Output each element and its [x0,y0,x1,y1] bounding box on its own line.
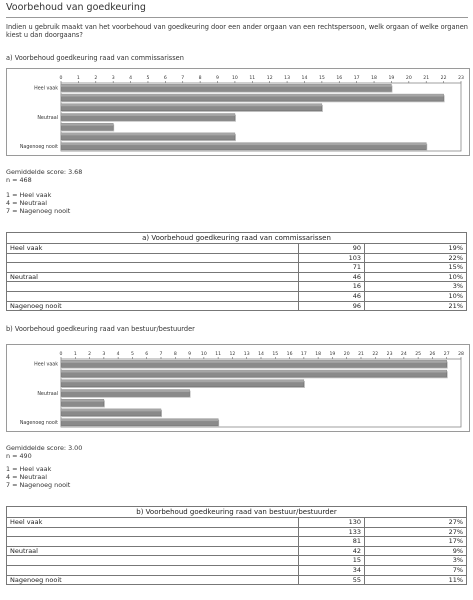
question-text: Indien u gebruik maakt van het voorbehoud van goedkeuring door een ander orgaan van een rechtspersoon, welk orgaan of welke organen kiest u dan doorgaans? [6,23,468,40]
x-tick-label: 28 [458,352,464,357]
title-divider [6,17,468,18]
bar-highlight [61,419,218,421]
bar-highlight [61,380,304,382]
x-tick-label: 0 [59,76,63,81]
bar-highlight [61,114,235,116]
table-row: Nagenoeg nooit 55 11% [7,575,467,585]
section-a-bar-chart [7,69,469,155]
table-row: Heel vaak 130 27% [7,518,467,528]
x-tick-label: 2 [88,352,92,357]
x-tick-label: 1 [73,352,77,357]
x-tick-label: 8 [198,76,202,81]
x-tick-label: 12 [266,76,273,81]
section-b-chart-frame [6,344,470,432]
bar-highlight [61,390,190,392]
table-row: 34 7% [7,565,467,575]
x-tick-label: 22 [440,76,447,81]
table-row: 133 27% [7,527,467,537]
scale-legend-item: 1 = Heel vaak [6,465,52,473]
scale-legend-item: 7 = Nagenoeg nooit [6,481,71,489]
x-tick-label: 7 [159,352,163,357]
page-title: Voorbehoud van goedkeuring [6,2,146,13]
section-b-scale-legend [6,465,70,489]
x-tick-label: 25 [415,352,422,357]
scale-legend-item: 1 = Heel vaak [6,191,52,199]
y-category-label: Heel vaak [34,362,58,368]
y-category-label: Nagenoeg nooit [19,420,58,426]
table-row: Neutraal 46 10% [7,272,467,282]
x-tick-label: 19 [388,76,395,81]
x-tick-label: 16 [336,76,343,81]
y-category-label: Heel vaak [34,86,58,92]
y-category-label: Nagenoeg nooit [19,144,58,150]
x-tick-label: 9 [188,352,192,357]
x-tick-label: 17 [353,76,360,81]
bar-highlight [61,370,447,372]
x-tick-label: 19 [329,352,336,357]
x-tick-label: 2 [94,76,98,81]
section-b-table [6,506,467,585]
bar-highlight [61,399,104,401]
table-row: 15 3% [7,556,467,566]
mean-score: Gemiddelde score: 3.00 [6,444,83,452]
bar-highlight [61,84,391,86]
x-tick-label: 6 [163,76,167,81]
x-tick-label: 11 [249,76,256,81]
x-tick-label: 23 [458,76,464,81]
section-a-stats [6,168,82,184]
x-tick-label: 9 [216,76,219,81]
x-tick-label: 16 [286,352,293,357]
bar-highlight [61,123,113,125]
section-b-bar-chart [7,345,469,431]
x-tick-label: 21 [423,76,430,81]
scale-legend-item: 4 = Neutraal [6,473,47,481]
x-tick-label: 5 [130,352,134,357]
x-tick-label: 11 [215,352,222,357]
section-a-scale-legend [6,191,70,215]
x-tick-label: 4 [116,352,120,357]
x-tick-label: 24 [400,352,407,357]
x-tick-label: 7 [181,76,185,81]
x-tick-label: 1 [76,76,80,81]
y-category-label: Neutraal [37,391,58,397]
table-row: Heel vaak 90 19% [7,244,467,254]
sample-size: n = 468 [6,176,32,184]
x-tick-label: 6 [145,352,149,357]
section-a-chart-frame [6,68,470,156]
x-tick-label: 3 [102,352,106,357]
table-title: a) Voorbehoud goedkeuring raad van commissarissen [7,233,467,244]
x-tick-label: 22 [372,352,379,357]
section-b-title: b) Voorbehoud goedkeuring raad van bestuur/bestuurder [6,325,195,333]
table-row: 16 3% [7,282,467,292]
section-b-stats [6,444,82,460]
x-tick-label: 23 [386,352,393,357]
x-tick-label: 15 [318,76,325,81]
x-tick-label: 4 [129,76,133,81]
section-a-table [6,232,467,311]
bar-highlight [61,104,322,106]
table-row: 46 10% [7,291,467,301]
x-tick-label: 5 [146,76,150,81]
x-tick-label: 26 [429,352,436,357]
scale-legend-item: 7 = Nagenoeg nooit [6,207,71,215]
x-tick-label: 10 [231,76,238,81]
table-row: 103 22% [7,253,467,263]
scale-legend-item: 4 = Neutraal [6,199,47,207]
table-row: Nagenoeg nooit 96 21% [7,301,467,311]
bar-highlight [61,360,447,362]
bar-highlight [61,143,426,145]
section-a-title: a) Voorbehoud goedkeuring raad van commissarissen [6,54,184,62]
x-tick-label: 20 [405,76,412,81]
bar-highlight [61,409,161,411]
table-row: 71 15% [7,263,467,273]
x-tick-label: 18 [315,352,322,357]
bar-highlight [61,133,235,135]
x-tick-label: 27 [443,352,450,357]
x-tick-label: 20 [343,352,350,357]
x-tick-label: 8 [173,352,177,357]
x-tick-label: 0 [59,352,63,357]
x-tick-label: 12 [229,352,236,357]
table-row: 81 17% [7,537,467,547]
x-tick-label: 21 [358,352,364,357]
x-tick-label: 14 [258,352,264,357]
x-tick-label: 15 [272,352,279,357]
mean-score: Gemiddelde score: 3.68 [6,168,83,176]
x-tick-label: 14 [301,76,308,81]
table-row: Neutraal 42 9% [7,546,467,556]
x-tick-label: 3 [111,76,115,81]
table-title: b) Voorbehoud goedkeuring raad van bestuur/bestuurder [7,507,467,518]
x-tick-label: 18 [371,76,377,81]
x-tick-label: 13 [284,76,291,81]
x-tick-label: 13 [243,352,250,357]
x-tick-label: 10 [200,352,207,357]
sample-size: n = 490 [6,452,32,460]
x-tick-label: 17 [300,352,307,357]
bar-highlight [61,94,444,96]
y-category-label: Neutraal [37,115,58,121]
